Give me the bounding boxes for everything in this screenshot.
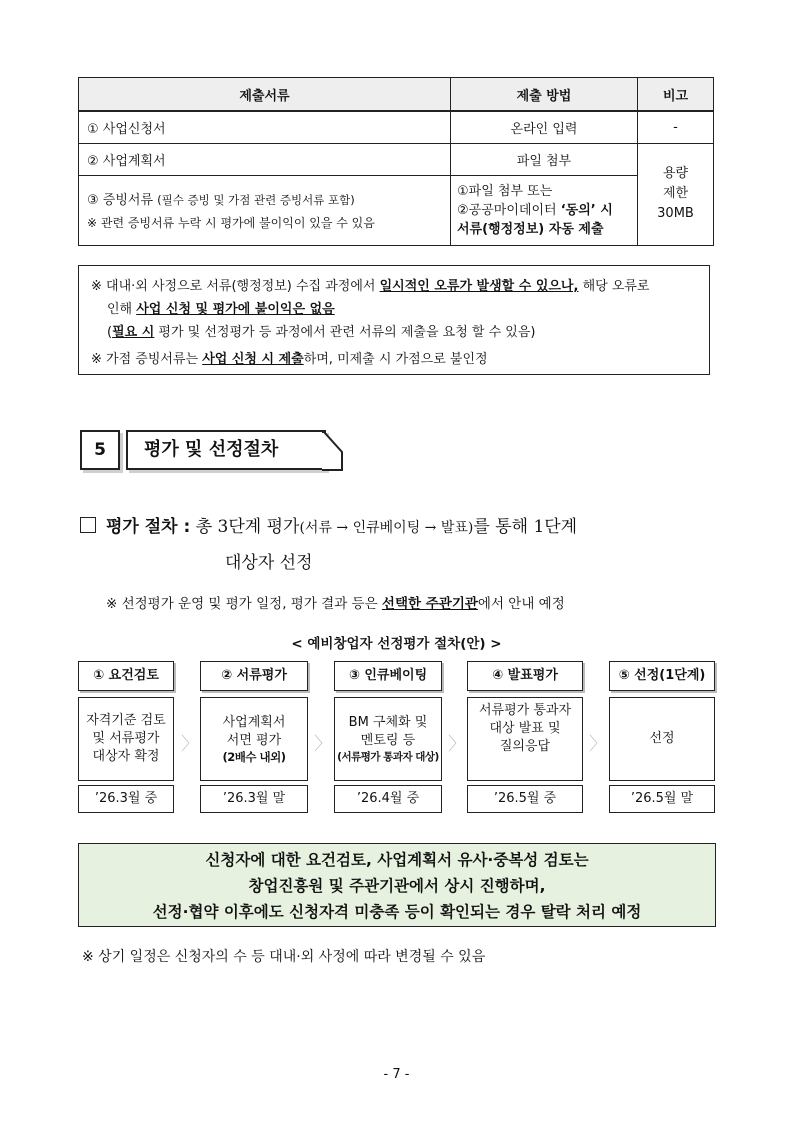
review-line-2: 창업진흥원 및 주관기관에서 상시 진행하며, [248, 877, 546, 895]
flow-step-5 [609, 661, 715, 813]
step-date: ’26.4월 중 [334, 785, 442, 813]
notice-text: ※ 대내·외 사정으로 서류(행정정보) 수집 과정에서 [91, 279, 380, 294]
table-row [79, 143, 714, 175]
doc-sub: (필수 증빙 및 가점 관련 증빙서류 포함) [157, 193, 355, 207]
step-body-line: 대상자 확정 [92, 749, 160, 764]
flow-arrow-icon: 〉 [589, 734, 607, 755]
step-date: ’26.3월 말 [200, 785, 308, 813]
header-method: 제출 방법 [451, 78, 638, 112]
step-body-line: 선정 [649, 731, 675, 746]
table-header-row [79, 78, 714, 112]
notice-line-4 [91, 348, 697, 371]
note-text: 에서 안내 예정 [477, 596, 565, 612]
step-body [467, 697, 583, 781]
review-line-3: 선정·협약 이후에도 신청자격 미충족 등이 확인되는 경우 탈락 처리 예정 [152, 903, 642, 921]
method-cell [451, 175, 638, 245]
table-row [79, 111, 714, 143]
doc-note: ※ 관련 증빙서류 누락 시 평가에 불이익이 있을 수 있음 [87, 216, 375, 230]
notice-emphasis: 필요 시 [112, 325, 155, 340]
step-body-line: 서면 평가 [226, 733, 282, 748]
step-body-line: 질의응답 [499, 739, 551, 754]
step-date: ’26.5월 말 [609, 785, 715, 813]
process-line-1 [80, 512, 577, 537]
notice-text: ( [107, 325, 113, 340]
step-body-line: 및 서류평가 [92, 731, 160, 746]
step-body [200, 697, 308, 781]
flow-title: < 예비창업자 선정평가 절차(안) > [291, 636, 502, 652]
capacity-note-cell [638, 143, 714, 245]
capacity-line-1: 용량 [662, 166, 689, 181]
step-body-line: 사업계획서 [222, 715, 286, 730]
step-date: ’26.5월 중 [467, 785, 583, 813]
notice-line-3 [91, 321, 697, 344]
step-date: ’26.3월 중 [78, 785, 174, 813]
table-row [79, 175, 714, 245]
step-body-line: 자격기준 검토 [86, 713, 166, 728]
flow-step-4 [467, 661, 583, 813]
step-body [334, 697, 442, 781]
header-note: 비고 [638, 78, 714, 112]
method-line-2b: ‘동의’ [560, 202, 596, 218]
process-line-2: 대상자 선정 [225, 553, 313, 573]
process-label: 평가 절차 : [106, 517, 191, 537]
step-header: ② 서류평가 [200, 661, 308, 691]
step-body-tiny: (서류평가 통과자 대상) [337, 751, 439, 763]
doc-cell [79, 175, 451, 245]
note-cell: - [638, 111, 714, 143]
step-header: ③ 인큐베이팅 [334, 661, 442, 691]
header-documents: 제출서류 [79, 78, 451, 112]
notice-text: 해당 오류로 [578, 279, 650, 294]
flow-arrow-icon: 〉 [448, 734, 466, 755]
flow-arrow-icon: 〉 [181, 734, 199, 755]
method-line-3: 서류(행정정보) 자동 제출 [457, 221, 604, 237]
flow-step-1 [78, 661, 174, 813]
step-body-line: 서류평가 통과자 [478, 703, 572, 718]
notice-emphasis: 사업 신청 및 평가에 불이익은 없음 [136, 302, 335, 317]
method-cell: 파일 첨부 [451, 143, 638, 175]
step-body-line: 대상 발표 및 [489, 721, 561, 736]
method-line-2a: ②공공마이데이터 [457, 202, 561, 218]
method-cell: 온라인 입력 [451, 111, 638, 143]
note-emphasis: 선택한 주관기관 [381, 596, 478, 612]
flow-step-2 [200, 661, 308, 813]
step-header: ④ 발표평가 [467, 661, 583, 691]
process-note [106, 592, 565, 612]
notice-emphasis: 사업 신청 시 제출 [202, 352, 304, 367]
section-number: 5 [80, 430, 120, 470]
notice-line-1 [91, 275, 697, 298]
step-body-line: 멘토링 등 [360, 733, 416, 748]
submission-documents-table [78, 77, 714, 246]
folded-corner-icon [322, 430, 344, 472]
page-number: - 7 - [383, 1067, 410, 1082]
method-line-2c: 시 [595, 202, 613, 218]
step-header: ① 요건검토 [78, 661, 174, 691]
section-title: 평가 및 선정절차 [126, 430, 326, 470]
doc-cell: ① 사업신청서 [79, 111, 451, 143]
doc-cell: ② 사업계획서 [79, 143, 451, 175]
section-title-wrap [126, 430, 344, 472]
notice-text: ※ 가점 증빙서류는 [91, 352, 203, 367]
step-header: ⑤ 선정(1단계) [609, 661, 715, 691]
capacity-line-2: 제한 [662, 186, 689, 201]
notice-text: 하며, 미제출 시 가점으로 불인정 [303, 352, 488, 367]
process-text: 총 3단계 평가 [190, 517, 300, 537]
step-body [609, 697, 715, 781]
notice-text: 평가 및 선정평가 등 과정에서 관련 서류의 제출을 요청 할 수 있음) [154, 325, 536, 340]
doc-name: ③ 증빙서류 [87, 193, 154, 208]
step-body-tiny: (2배수 내외) [222, 750, 286, 764]
process-stages: (서류 → 인큐베이팅 → 발표) [299, 520, 474, 536]
schedule-footnote: ※ 상기 일정은 신청자의 수 등 대내·외 사정에 따라 변경될 수 있음 [82, 949, 486, 965]
notice-emphasis: 일시적인 오류가 발생할 수 있으나, [379, 279, 579, 294]
checkbox-square-icon [80, 517, 96, 533]
step-body [78, 697, 174, 781]
flow-step-3 [334, 661, 442, 813]
notice-line-2 [91, 298, 697, 321]
notice-box [78, 265, 710, 375]
step-body-line: BM 구체화 및 [348, 715, 428, 730]
notice-text: 인해 [107, 302, 137, 317]
review-notice-box [78, 843, 716, 927]
method-line-1: ①파일 첨부 또는 [457, 183, 553, 199]
flow-arrow-icon: 〉 [314, 734, 332, 755]
review-line-1: 신청자에 대한 요건검토, 사업계획서 유사·중복성 검토는 [205, 851, 589, 869]
note-text: ※ 선정평가 운영 및 평가 일정, 평가 결과 등은 [106, 596, 382, 612]
process-text-end: 를 통해 1단계 [473, 517, 578, 537]
capacity-line-3: 30MB [657, 206, 694, 221]
